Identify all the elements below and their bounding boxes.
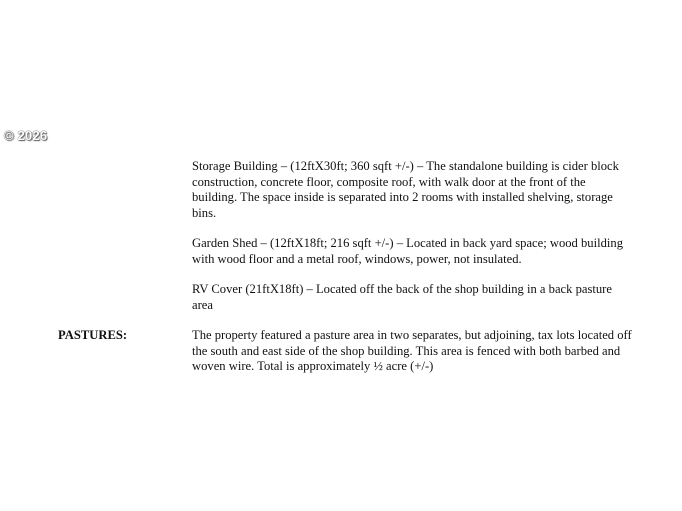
pastures-paragraph: The property featured a pasture area in two separates, but adjoining, tax lots located off the south and east side of the shop building. This area is fenced with both barbed and woven wire. Total is approximately ½ acre (+/-) (192, 328, 632, 373)
copyright-watermark: © 2026 (4, 128, 48, 143)
rv-cover-paragraph: RV Cover (21ftX18ft) – Located off the back of the shop building in a back pasture area (192, 282, 612, 312)
garden-shed-paragraph: Garden Shed – (12ftX18ft; 216 sqft +/-) – Located in back yard space; wood building with wood floor and a metal roof, windows, power, not insulated. (192, 236, 623, 266)
storage-building-paragraph: Storage Building – (12ftX30ft; 360 sqft +/-) – The standalone building is cider block construction, concrete floor, composite roof, with walk door at the front of the building. The space inside is separated into 2 rooms with installed shelving, storage bins. (192, 159, 619, 220)
pastures-heading: PASTURES: (58, 328, 128, 342)
